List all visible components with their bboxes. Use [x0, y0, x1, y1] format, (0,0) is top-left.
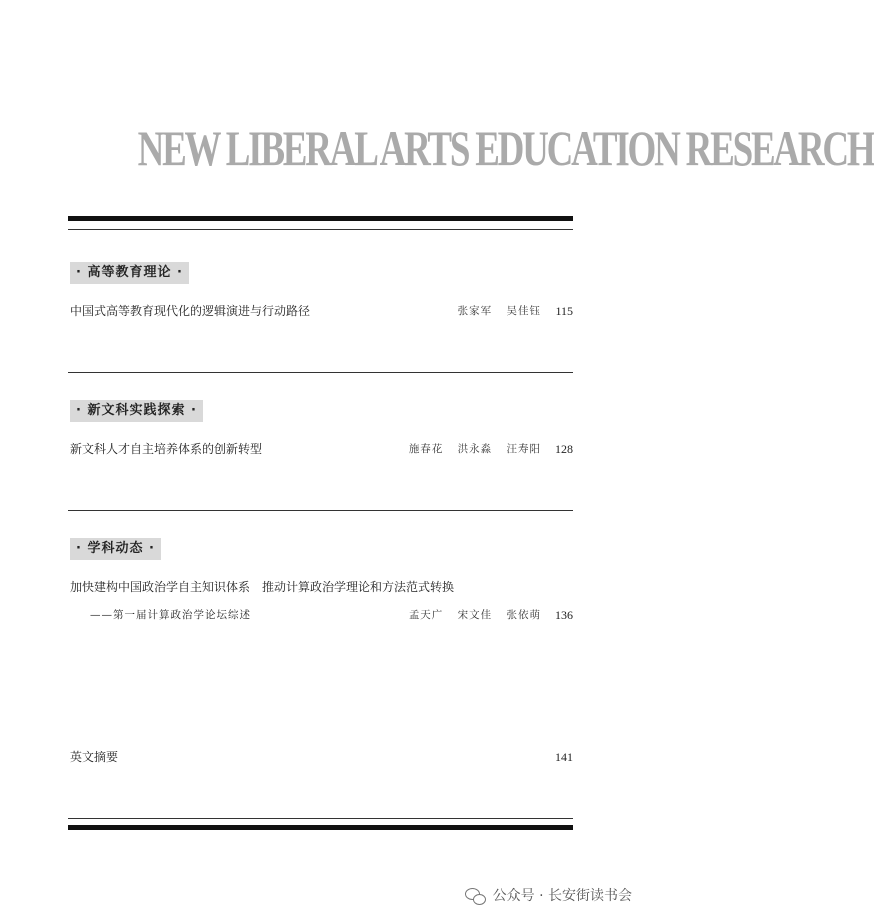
page-number: 141: [555, 750, 573, 764]
page-number: 128: [555, 442, 573, 456]
article-title[interactable]: 中国式高等教育现代化的逻辑演进与行动路径: [70, 304, 311, 318]
article-title[interactable]: 新文科人才自主培养体系的创新转型: [70, 442, 263, 456]
wechat-icon: [465, 887, 487, 905]
author-name: 孟天广: [408, 609, 444, 621]
top-thick-rule: [68, 216, 573, 221]
author-name: 洪永淼: [457, 443, 493, 455]
section-divider: [68, 510, 573, 511]
toc-entry[interactable]: [70, 577, 573, 597]
watermark-text: 公众号 · 长安街读书会: [492, 888, 632, 904]
toc-entry-subtitle-line: [70, 605, 573, 625]
toc-entry[interactable]: [70, 439, 573, 459]
author-name: 施春花: [408, 443, 444, 455]
article-subtitle: ——第一届计算政治学论坛综述: [90, 609, 251, 621]
toc-entry-abstract[interactable]: [70, 747, 573, 767]
author-name: 吴佳钰: [506, 305, 541, 317]
wechat-watermark: [465, 884, 632, 908]
toc-entry[interactable]: [70, 301, 573, 321]
section-label-higher-education-theory: · 高等教育理论 ·: [70, 262, 189, 284]
author-name: 汪寿阳: [506, 443, 541, 455]
bottom-thick-rule: [68, 825, 573, 830]
section-label-new-liberal-arts-practice: · 新文科实践探索 ·: [70, 400, 203, 422]
author-name: 张家军: [457, 305, 493, 317]
bottom-thin-rule: [68, 818, 573, 819]
article-authors: [448, 301, 541, 321]
abstract-title[interactable]: 英文摘要: [70, 750, 119, 764]
author-name: 张依萌: [506, 609, 541, 621]
article-authors: [399, 605, 541, 625]
section-divider: [68, 372, 573, 373]
journal-masthead: NEW LIBERAL ARTS EDUCATION RESEARCH: [137, 120, 874, 176]
page-number: 115: [555, 304, 573, 318]
author-name: 宋文佳: [457, 609, 493, 621]
section-label-discipline-dynamics: · 学科动态 ·: [70, 538, 161, 560]
page-number: 136: [555, 608, 573, 622]
article-title[interactable]: 加快建构中国政治学自主知识体系 推动计算政治学理论和方法范式转换: [70, 580, 455, 594]
top-thin-rule: [68, 229, 573, 230]
article-authors: [399, 439, 541, 459]
